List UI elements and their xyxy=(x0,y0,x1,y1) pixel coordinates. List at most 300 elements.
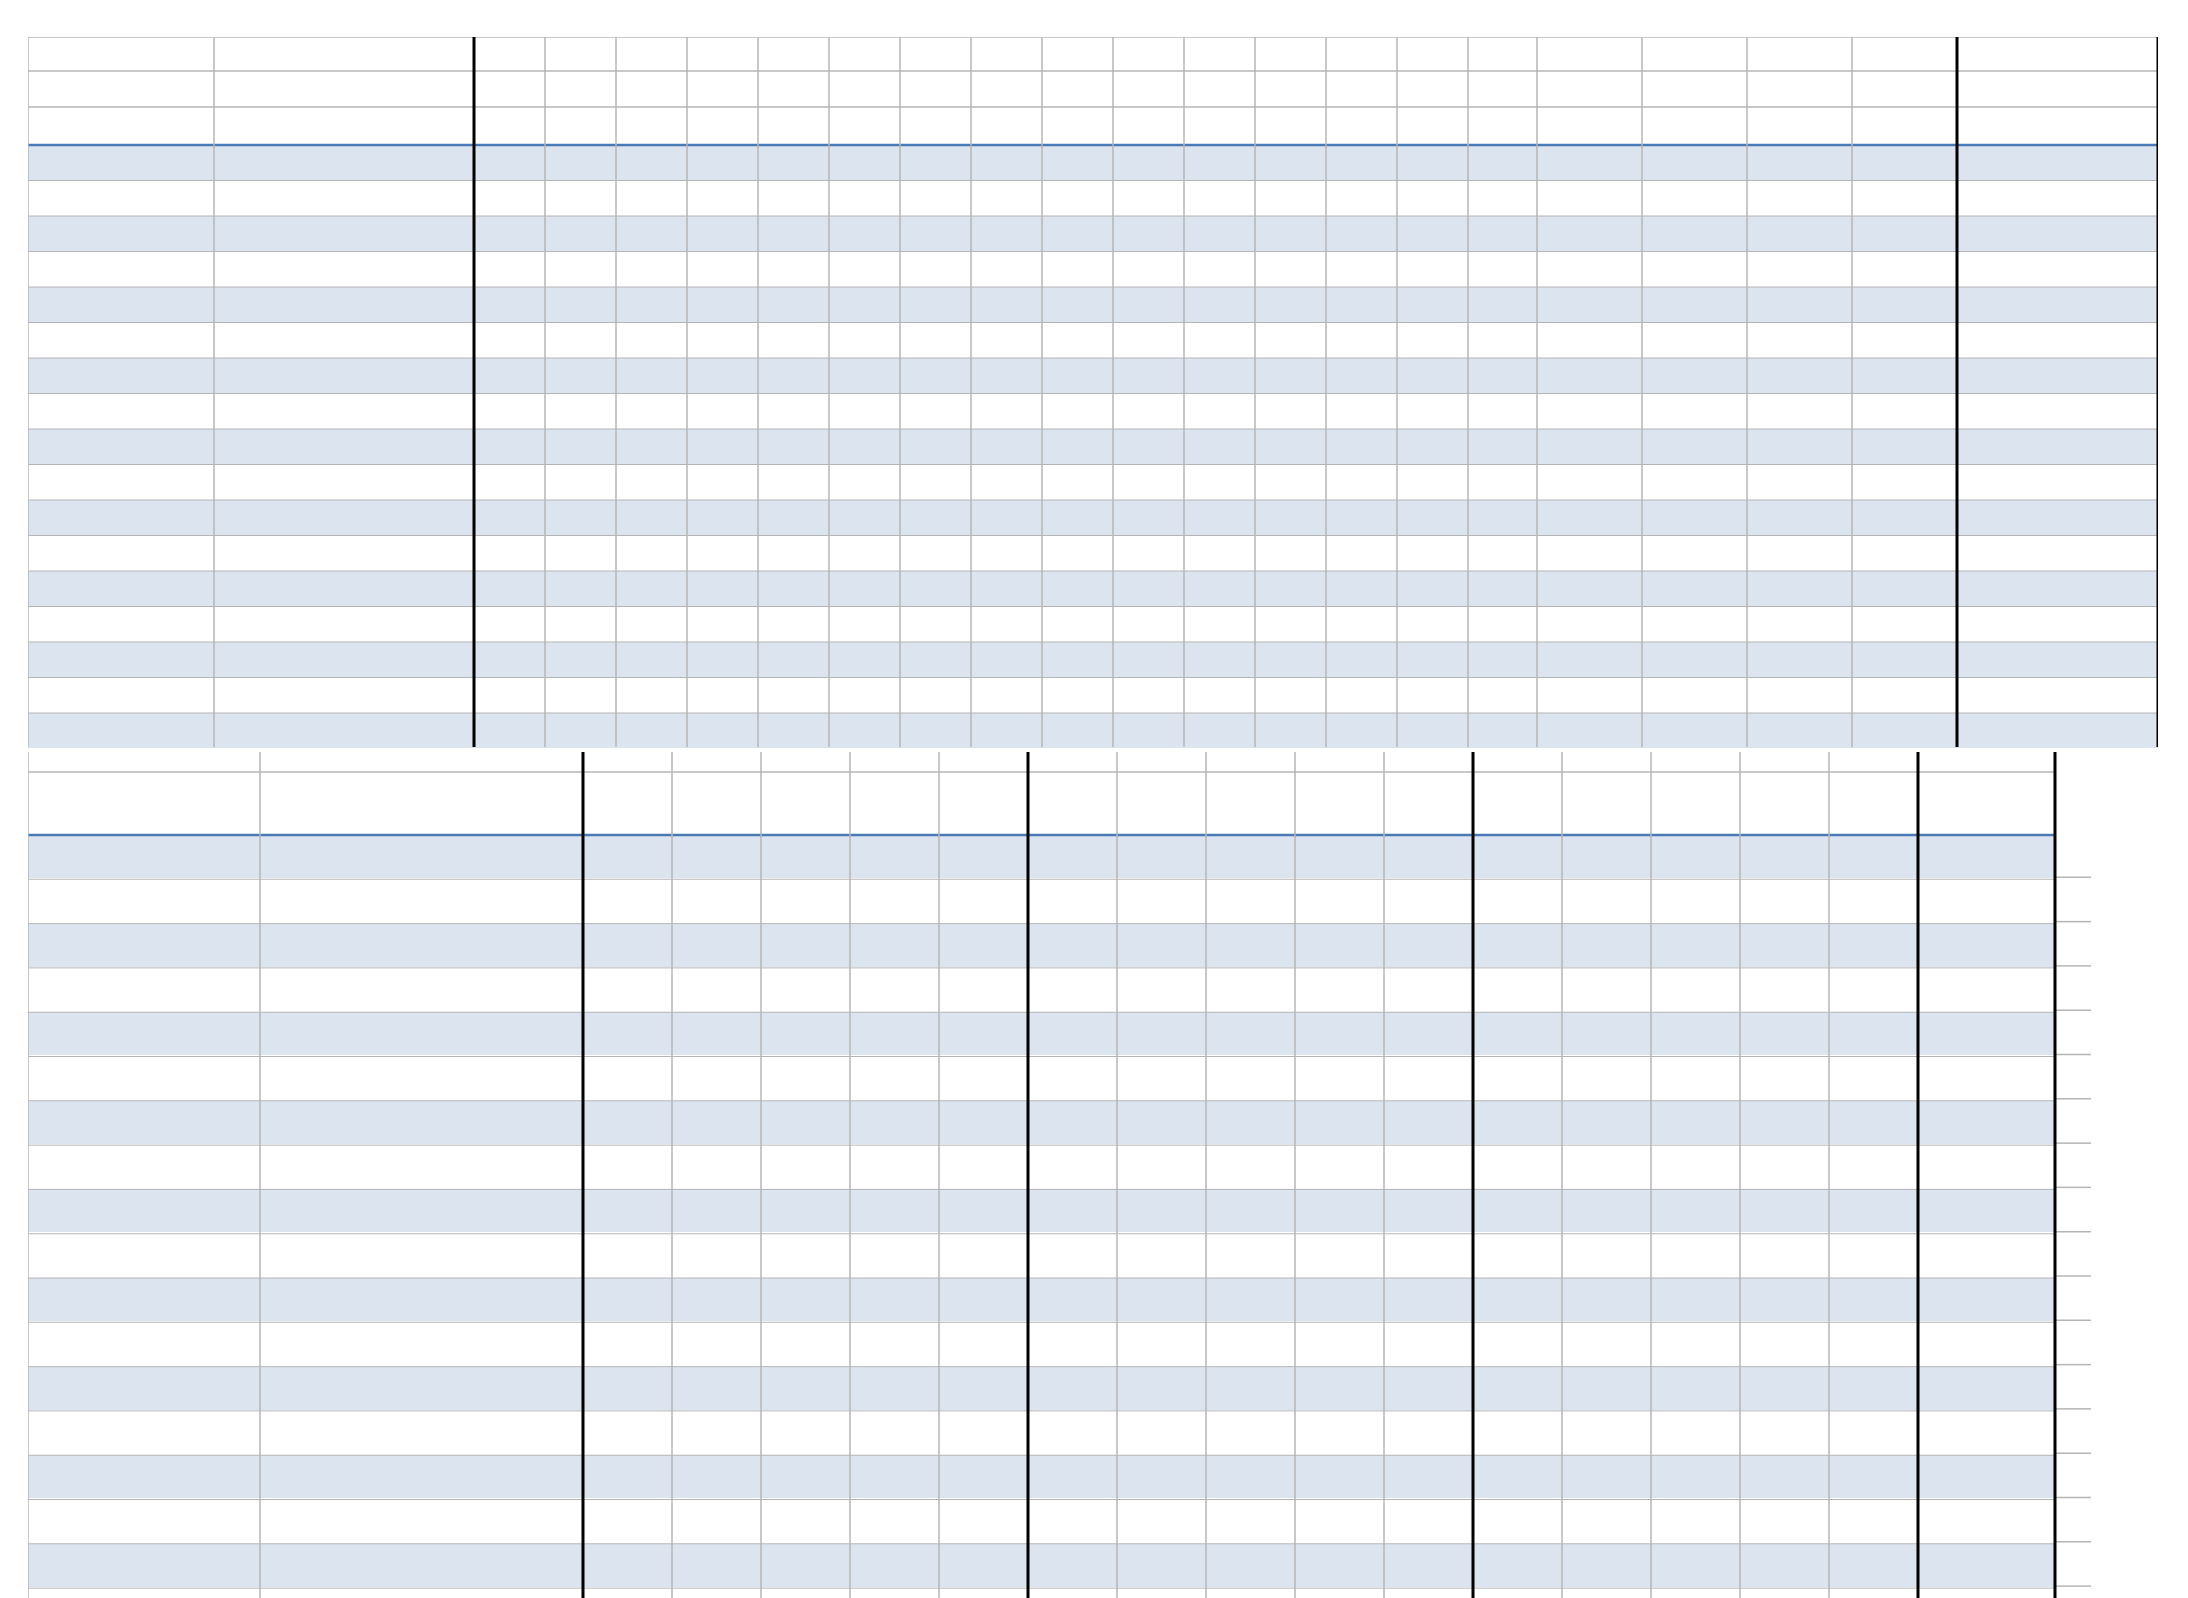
score-cell[interactable] xyxy=(1642,678,1747,713)
score-cell[interactable] xyxy=(1537,394,1642,429)
score-cell[interactable] xyxy=(1642,571,1747,606)
place-cell[interactable] xyxy=(1918,1500,2055,1544)
column-header[interactable] xyxy=(1642,110,1747,145)
score-cell[interactable] xyxy=(616,181,687,216)
sailor-name-cell[interactable] xyxy=(260,1012,583,1056)
column-header[interactable] xyxy=(1184,110,1255,145)
score-cell[interactable] xyxy=(1537,465,1642,500)
score-cell[interactable] xyxy=(850,1189,939,1233)
sail-number-cell[interactable] xyxy=(28,968,260,1012)
score-cell[interactable] xyxy=(474,216,545,251)
score-cell[interactable] xyxy=(687,642,758,677)
score-cell[interactable] xyxy=(761,1322,850,1366)
score-cell[interactable] xyxy=(758,145,829,180)
place-cell[interactable] xyxy=(1918,1189,2055,1233)
sail-number-cell[interactable] xyxy=(28,216,214,251)
score-cell[interactable] xyxy=(761,1145,850,1189)
column-header[interactable] xyxy=(1473,791,1562,835)
place-cell[interactable] xyxy=(1918,1455,2055,1499)
sail-number-cell[interactable] xyxy=(28,1057,260,1101)
column-header[interactable] xyxy=(1740,791,1829,835)
place-cell[interactable] xyxy=(1957,358,2158,393)
score-cell[interactable] xyxy=(850,1455,939,1499)
column-header[interactable] xyxy=(214,110,474,145)
score-cell[interactable] xyxy=(758,323,829,358)
score-cell[interactable] xyxy=(850,968,939,1012)
score-cell[interactable] xyxy=(1852,394,1957,429)
score-cell[interactable] xyxy=(1537,429,1642,464)
column-header[interactable] xyxy=(28,110,214,145)
score-cell[interactable] xyxy=(850,1367,939,1411)
score-cell[interactable] xyxy=(687,145,758,180)
column-header[interactable] xyxy=(1113,110,1184,145)
score-cell[interactable] xyxy=(616,500,687,535)
column-header[interactable] xyxy=(1117,791,1206,835)
score-cell[interactable] xyxy=(758,181,829,216)
score-cell[interactable] xyxy=(583,968,672,1012)
score-cell[interactable] xyxy=(1852,678,1957,713)
score-cell[interactable] xyxy=(545,358,616,393)
score-cell[interactable] xyxy=(1852,358,1957,393)
column-header[interactable] xyxy=(1957,110,2158,145)
score-cell[interactable] xyxy=(939,1411,1028,1455)
score-cell[interactable] xyxy=(672,1544,761,1588)
sailor-name-cell[interactable] xyxy=(260,1057,583,1101)
score-cell[interactable] xyxy=(583,1145,672,1189)
score-cell[interactable] xyxy=(761,1057,850,1101)
score-cell[interactable] xyxy=(687,252,758,287)
score-cell[interactable] xyxy=(545,252,616,287)
score-cell[interactable] xyxy=(939,1500,1028,1544)
score-cell[interactable] xyxy=(583,1189,672,1233)
score-cell[interactable] xyxy=(616,536,687,571)
sailor-name-cell[interactable] xyxy=(214,216,474,251)
sailor-name-cell[interactable] xyxy=(214,642,474,677)
score-cell[interactable] xyxy=(687,500,758,535)
score-cell[interactable] xyxy=(583,924,672,968)
score-cell[interactable] xyxy=(761,1544,850,1588)
sail-number-cell[interactable] xyxy=(28,465,214,500)
sail-number-cell[interactable] xyxy=(28,287,214,322)
sail-number-cell[interactable] xyxy=(28,1367,260,1411)
score-cell[interactable] xyxy=(1642,181,1747,216)
score-cell[interactable] xyxy=(474,145,545,180)
score-cell[interactable] xyxy=(583,1455,672,1499)
score-cell[interactable] xyxy=(1852,145,1957,180)
score-cell[interactable] xyxy=(1642,358,1747,393)
score-cell[interactable] xyxy=(687,323,758,358)
score-cell[interactable] xyxy=(1852,500,1957,535)
sailor-name-cell[interactable] xyxy=(214,145,474,180)
score-cell[interactable] xyxy=(850,1322,939,1366)
score-cell[interactable] xyxy=(1642,465,1747,500)
score-cell[interactable] xyxy=(761,1189,850,1233)
sailor-name-cell[interactable] xyxy=(214,536,474,571)
sailor-name-cell[interactable] xyxy=(260,924,583,968)
score-cell[interactable] xyxy=(758,465,829,500)
score-cell[interactable] xyxy=(1852,607,1957,642)
score-cell[interactable] xyxy=(616,429,687,464)
score-cell[interactable] xyxy=(583,1544,672,1588)
sail-number-cell[interactable] xyxy=(28,642,214,677)
score-cell[interactable] xyxy=(1537,145,1642,180)
score-cell[interactable] xyxy=(1852,429,1957,464)
place-cell[interactable] xyxy=(1918,879,2055,923)
score-cell[interactable] xyxy=(1537,323,1642,358)
column-header[interactable] xyxy=(1852,110,1957,145)
sailor-name-cell[interactable] xyxy=(260,1455,583,1499)
score-cell[interactable] xyxy=(939,1367,1028,1411)
sailor-name-cell[interactable] xyxy=(260,1500,583,1544)
score-cell[interactable] xyxy=(545,394,616,429)
sailor-name-cell[interactable] xyxy=(214,252,474,287)
place-cell[interactable] xyxy=(1918,1012,2055,1056)
sailor-name-cell[interactable] xyxy=(214,323,474,358)
score-cell[interactable] xyxy=(672,879,761,923)
score-cell[interactable] xyxy=(545,607,616,642)
score-cell[interactable] xyxy=(850,1278,939,1322)
sail-number-cell[interactable] xyxy=(28,1544,260,1588)
place-cell[interactable] xyxy=(1957,323,2158,358)
score-cell[interactable] xyxy=(616,287,687,322)
sailor-name-cell[interactable] xyxy=(260,1322,583,1366)
score-cell[interactable] xyxy=(939,968,1028,1012)
score-cell[interactable] xyxy=(616,465,687,500)
score-cell[interactable] xyxy=(583,1500,672,1544)
sailor-name-cell[interactable] xyxy=(214,181,474,216)
score-cell[interactable] xyxy=(583,879,672,923)
score-cell[interactable] xyxy=(474,181,545,216)
score-cell[interactable] xyxy=(1852,642,1957,677)
score-cell[interactable] xyxy=(672,1322,761,1366)
score-cell[interactable] xyxy=(583,1278,672,1322)
column-header[interactable] xyxy=(829,110,900,145)
column-header[interactable] xyxy=(1206,791,1295,835)
score-cell[interactable] xyxy=(939,1057,1028,1101)
sail-number-cell[interactable] xyxy=(28,1189,260,1233)
score-cell[interactable] xyxy=(1852,536,1957,571)
sail-number-cell[interactable] xyxy=(28,323,214,358)
score-cell[interactable] xyxy=(672,1101,761,1145)
sail-number-cell[interactable] xyxy=(28,358,214,393)
sailor-name-cell[interactable] xyxy=(214,465,474,500)
column-header[interactable] xyxy=(616,110,687,145)
score-cell[interactable] xyxy=(616,571,687,606)
place-cell[interactable] xyxy=(1918,1234,2055,1278)
column-header[interactable] xyxy=(687,110,758,145)
sailor-name-cell[interactable] xyxy=(214,358,474,393)
place-cell[interactable] xyxy=(1957,607,2158,642)
score-cell[interactable] xyxy=(1537,678,1642,713)
score-cell[interactable] xyxy=(939,835,1028,879)
score-cell[interactable] xyxy=(687,287,758,322)
score-cell[interactable] xyxy=(672,1455,761,1499)
score-cell[interactable] xyxy=(1642,216,1747,251)
score-cell[interactable] xyxy=(672,1411,761,1455)
score-cell[interactable] xyxy=(672,1012,761,1056)
sailor-name-cell[interactable] xyxy=(214,571,474,606)
score-cell[interactable] xyxy=(545,500,616,535)
sailor-name-cell[interactable] xyxy=(214,607,474,642)
score-cell[interactable] xyxy=(1642,607,1747,642)
score-cell[interactable] xyxy=(758,252,829,287)
score-cell[interactable] xyxy=(672,968,761,1012)
sailor-name-cell[interactable] xyxy=(260,1234,583,1278)
sail-number-cell[interactable] xyxy=(28,1012,260,1056)
score-cell[interactable] xyxy=(761,835,850,879)
place-cell[interactable] xyxy=(1918,924,2055,968)
score-cell[interactable] xyxy=(758,394,829,429)
score-cell[interactable] xyxy=(758,536,829,571)
score-cell[interactable] xyxy=(616,642,687,677)
place-cell[interactable] xyxy=(1918,835,2055,879)
column-header[interactable] xyxy=(672,791,761,835)
score-cell[interactable] xyxy=(1852,216,1957,251)
place-cell[interactable] xyxy=(1918,968,2055,1012)
score-cell[interactable] xyxy=(687,181,758,216)
score-cell[interactable] xyxy=(761,1012,850,1056)
sailor-name-cell[interactable] xyxy=(214,500,474,535)
score-cell[interactable] xyxy=(761,1234,850,1278)
place-cell[interactable] xyxy=(1957,678,2158,713)
place-cell[interactable] xyxy=(1957,216,2158,251)
score-cell[interactable] xyxy=(1537,252,1642,287)
score-cell[interactable] xyxy=(616,323,687,358)
score-cell[interactable] xyxy=(545,536,616,571)
column-header[interactable] xyxy=(1255,110,1326,145)
place-cell[interactable] xyxy=(1957,536,2158,571)
sail-number-cell[interactable] xyxy=(28,607,214,642)
score-cell[interactable] xyxy=(1642,536,1747,571)
score-cell[interactable] xyxy=(474,287,545,322)
score-cell[interactable] xyxy=(672,1500,761,1544)
column-header[interactable] xyxy=(260,791,583,835)
score-cell[interactable] xyxy=(545,465,616,500)
score-cell[interactable] xyxy=(474,678,545,713)
score-cell[interactable] xyxy=(758,713,829,748)
score-cell[interactable] xyxy=(761,1101,850,1145)
score-cell[interactable] xyxy=(758,642,829,677)
score-cell[interactable] xyxy=(474,323,545,358)
score-cell[interactable] xyxy=(672,1145,761,1189)
score-cell[interactable] xyxy=(583,1101,672,1145)
score-cell[interactable] xyxy=(1852,181,1957,216)
sail-number-cell[interactable] xyxy=(28,1101,260,1145)
sail-number-cell[interactable] xyxy=(28,252,214,287)
score-cell[interactable] xyxy=(616,678,687,713)
score-cell[interactable] xyxy=(1642,429,1747,464)
score-cell[interactable] xyxy=(1537,642,1642,677)
score-cell[interactable] xyxy=(761,1278,850,1322)
column-header[interactable] xyxy=(761,791,850,835)
score-cell[interactable] xyxy=(616,252,687,287)
score-cell[interactable] xyxy=(1642,145,1747,180)
score-cell[interactable] xyxy=(1537,181,1642,216)
column-header[interactable] xyxy=(28,791,260,835)
score-cell[interactable] xyxy=(939,1012,1028,1056)
score-cell[interactable] xyxy=(1642,500,1747,535)
column-header[interactable] xyxy=(1042,110,1113,145)
score-cell[interactable] xyxy=(850,1544,939,1588)
place-cell[interactable] xyxy=(1957,287,2158,322)
place-cell[interactable] xyxy=(1957,465,2158,500)
place-cell[interactable] xyxy=(1957,500,2158,535)
place-cell[interactable] xyxy=(1957,252,2158,287)
score-cell[interactable] xyxy=(583,1012,672,1056)
score-cell[interactable] xyxy=(939,879,1028,923)
score-cell[interactable] xyxy=(687,465,758,500)
column-header[interactable] xyxy=(939,791,1028,835)
score-cell[interactable] xyxy=(1852,323,1957,358)
column-header[interactable] xyxy=(1326,110,1397,145)
score-cell[interactable] xyxy=(474,358,545,393)
column-header[interactable] xyxy=(1829,791,1918,835)
sailor-name-cell[interactable] xyxy=(214,713,474,748)
score-cell[interactable] xyxy=(474,571,545,606)
score-cell[interactable] xyxy=(545,713,616,748)
sail-number-cell[interactable] xyxy=(28,536,214,571)
score-cell[interactable] xyxy=(1852,287,1957,322)
column-header[interactable] xyxy=(1537,110,1642,145)
score-cell[interactable] xyxy=(758,678,829,713)
sail-number-cell[interactable] xyxy=(28,924,260,968)
score-cell[interactable] xyxy=(1642,323,1747,358)
score-cell[interactable] xyxy=(616,145,687,180)
score-cell[interactable] xyxy=(1537,607,1642,642)
sail-number-cell[interactable] xyxy=(28,1455,260,1499)
score-cell[interactable] xyxy=(616,607,687,642)
score-cell[interactable] xyxy=(583,1322,672,1366)
score-cell[interactable] xyxy=(583,1234,672,1278)
place-cell[interactable] xyxy=(1957,642,2158,677)
score-cell[interactable] xyxy=(761,1500,850,1544)
score-cell[interactable] xyxy=(939,1101,1028,1145)
score-cell[interactable] xyxy=(583,1367,672,1411)
column-header[interactable] xyxy=(1397,110,1468,145)
score-cell[interactable] xyxy=(850,1057,939,1101)
score-cell[interactable] xyxy=(1642,287,1747,322)
column-header[interactable] xyxy=(474,110,545,145)
score-cell[interactable] xyxy=(545,678,616,713)
column-header[interactable] xyxy=(1295,791,1384,835)
score-cell[interactable] xyxy=(939,924,1028,968)
score-cell[interactable] xyxy=(583,835,672,879)
score-cell[interactable] xyxy=(1537,500,1642,535)
score-cell[interactable] xyxy=(1537,216,1642,251)
score-cell[interactable] xyxy=(939,1278,1028,1322)
score-cell[interactable] xyxy=(474,713,545,748)
score-cell[interactable] xyxy=(672,1234,761,1278)
sail-number-cell[interactable] xyxy=(28,1322,260,1366)
score-cell[interactable] xyxy=(758,571,829,606)
score-cell[interactable] xyxy=(850,1012,939,1056)
sailor-name-cell[interactable] xyxy=(260,1367,583,1411)
score-cell[interactable] xyxy=(850,879,939,923)
place-cell[interactable] xyxy=(1957,429,2158,464)
sailor-name-cell[interactable] xyxy=(214,394,474,429)
place-cell[interactable] xyxy=(1957,145,2158,180)
score-cell[interactable] xyxy=(545,571,616,606)
column-header[interactable] xyxy=(850,791,939,835)
place-cell[interactable] xyxy=(1957,394,2158,429)
column-header[interactable] xyxy=(1384,791,1473,835)
score-cell[interactable] xyxy=(672,835,761,879)
score-cell[interactable] xyxy=(1852,465,1957,500)
sail-number-cell[interactable] xyxy=(28,1145,260,1189)
score-cell[interactable] xyxy=(583,1057,672,1101)
sail-number-cell[interactable] xyxy=(28,713,214,748)
score-cell[interactable] xyxy=(474,252,545,287)
score-cell[interactable] xyxy=(545,181,616,216)
score-cell[interactable] xyxy=(616,713,687,748)
sail-number-cell[interactable] xyxy=(28,835,260,879)
score-cell[interactable] xyxy=(672,1057,761,1101)
sailor-name-cell[interactable] xyxy=(214,429,474,464)
sailor-name-cell[interactable] xyxy=(260,1145,583,1189)
place-cell[interactable] xyxy=(1918,1322,2055,1366)
score-cell[interactable] xyxy=(939,1455,1028,1499)
score-cell[interactable] xyxy=(1642,394,1747,429)
score-cell[interactable] xyxy=(758,429,829,464)
place-cell[interactable] xyxy=(1957,181,2158,216)
score-cell[interactable] xyxy=(687,216,758,251)
score-cell[interactable] xyxy=(758,287,829,322)
score-cell[interactable] xyxy=(850,1411,939,1455)
place-cell[interactable] xyxy=(1918,1145,2055,1189)
score-cell[interactable] xyxy=(1852,713,1957,748)
sailor-name-cell[interactable] xyxy=(260,1101,583,1145)
score-cell[interactable] xyxy=(616,358,687,393)
sailor-name-cell[interactable] xyxy=(214,287,474,322)
score-cell[interactable] xyxy=(761,924,850,968)
sail-number-cell[interactable] xyxy=(28,1500,260,1544)
sailor-name-cell[interactable] xyxy=(260,1411,583,1455)
score-cell[interactable] xyxy=(474,465,545,500)
sail-number-cell[interactable] xyxy=(28,1234,260,1278)
score-cell[interactable] xyxy=(850,924,939,968)
column-header[interactable] xyxy=(583,791,672,835)
sailor-name-cell[interactable] xyxy=(260,1278,583,1322)
score-cell[interactable] xyxy=(850,1234,939,1278)
score-cell[interactable] xyxy=(672,1367,761,1411)
column-header[interactable] xyxy=(1028,791,1117,835)
place-cell[interactable] xyxy=(1957,713,2158,748)
score-cell[interactable] xyxy=(687,713,758,748)
score-cell[interactable] xyxy=(1537,571,1642,606)
score-cell[interactable] xyxy=(687,358,758,393)
score-cell[interactable] xyxy=(672,1278,761,1322)
score-cell[interactable] xyxy=(545,145,616,180)
sail-number-cell[interactable] xyxy=(28,394,214,429)
place-cell[interactable] xyxy=(1918,1057,2055,1101)
score-cell[interactable] xyxy=(1537,713,1642,748)
score-cell[interactable] xyxy=(687,571,758,606)
score-cell[interactable] xyxy=(545,323,616,358)
score-cell[interactable] xyxy=(761,1455,850,1499)
sail-number-cell[interactable] xyxy=(28,571,214,606)
column-header[interactable] xyxy=(971,110,1042,145)
score-cell[interactable] xyxy=(1642,642,1747,677)
score-cell[interactable] xyxy=(583,1411,672,1455)
place-cell[interactable] xyxy=(1918,1101,2055,1145)
column-header[interactable] xyxy=(758,110,829,145)
score-cell[interactable] xyxy=(850,1500,939,1544)
score-cell[interactable] xyxy=(850,835,939,879)
score-cell[interactable] xyxy=(1537,536,1642,571)
score-cell[interactable] xyxy=(545,429,616,464)
column-header[interactable] xyxy=(1468,110,1537,145)
column-header[interactable] xyxy=(900,110,971,145)
